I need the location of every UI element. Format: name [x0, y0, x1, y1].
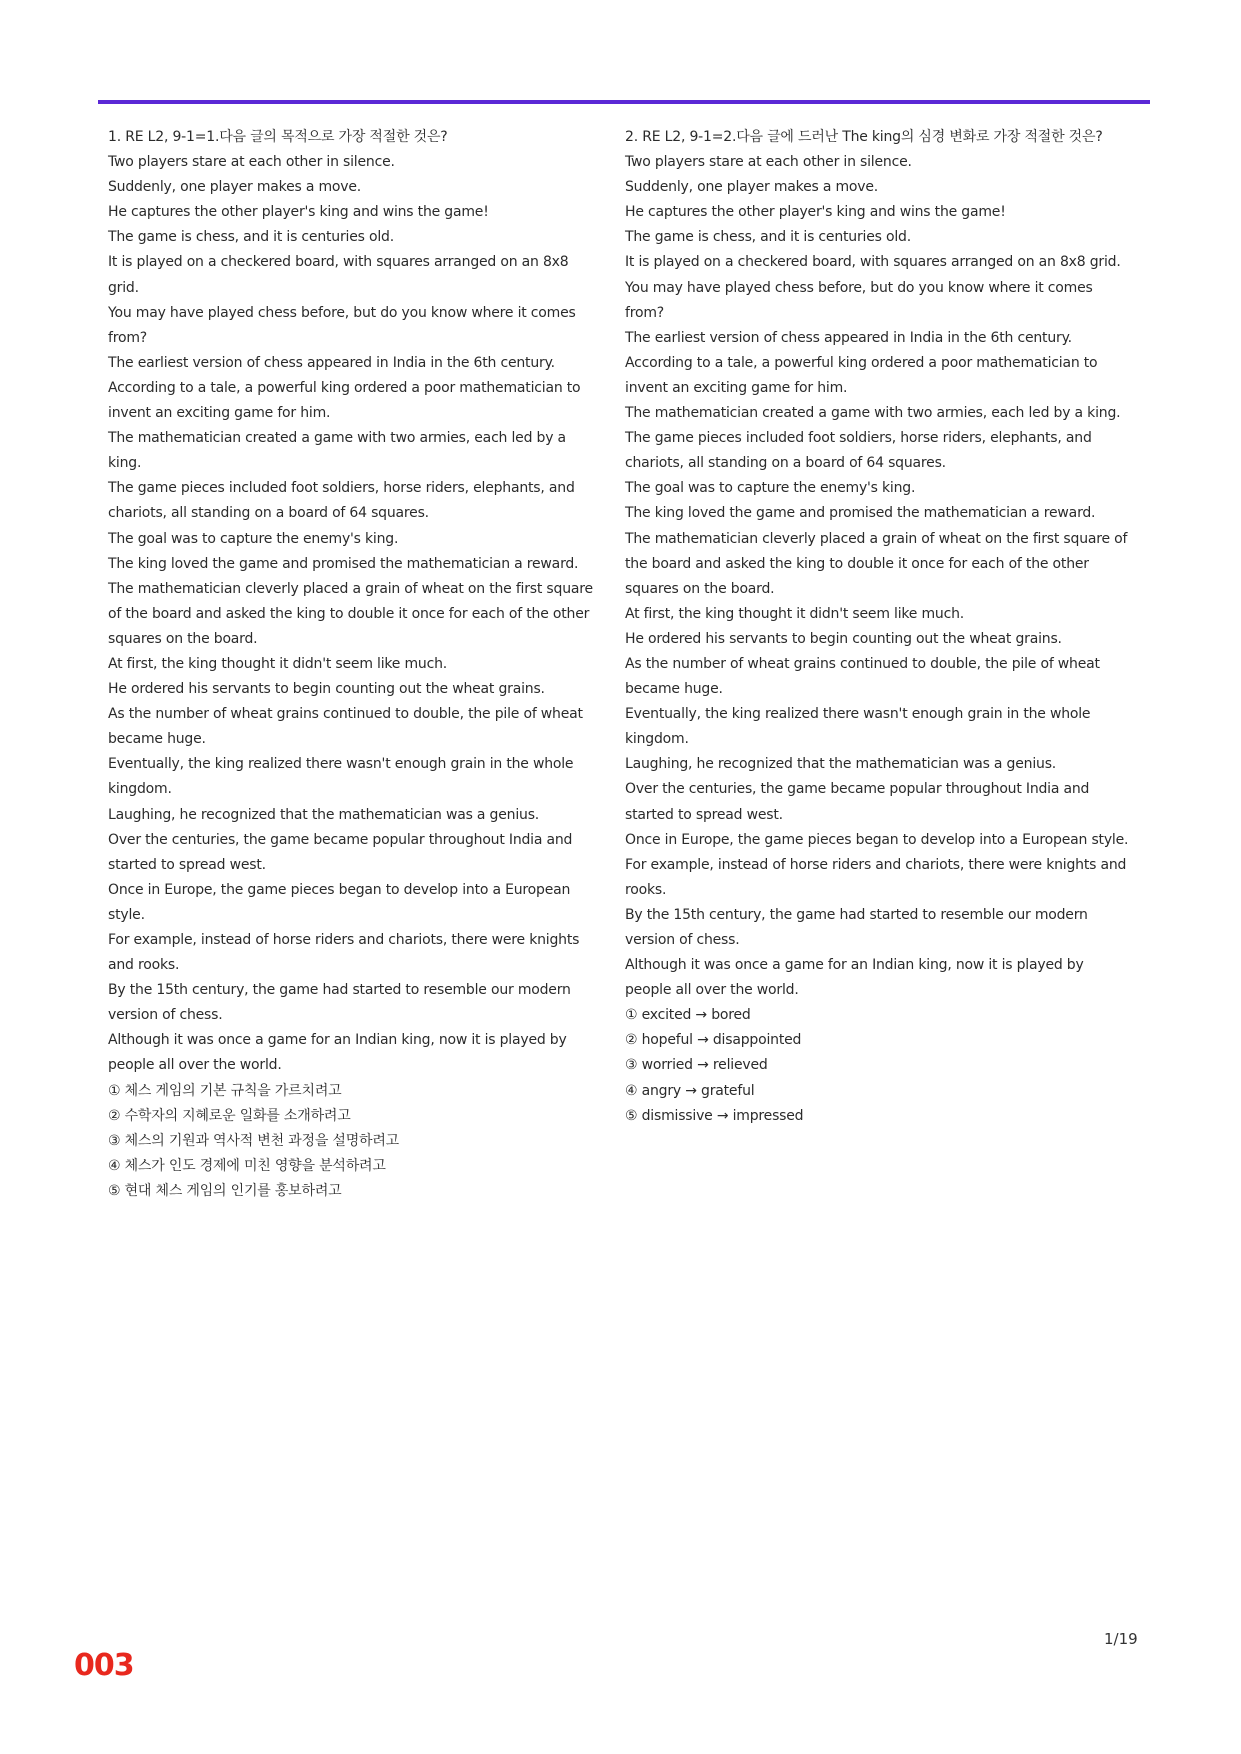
passage-line: According to a tale, a powerful king ordered a poor mathematician to invent an exciting game for him. [108, 379, 581, 422]
passage-line: At first, the king thought it didn't seem like much. [108, 655, 448, 672]
passage-line: As the number of wheat grains continued to double, the pile of wheat became huge. [108, 706, 583, 748]
passage-line: You may have played chess before, but do you know where it comes from? [108, 304, 576, 346]
passage-line: Suddenly, one player makes a move. [625, 179, 879, 196]
question-header: 2. RE L2, 9-1=2.다음 글에 드러난 The king의 심경 변화로 가장 적절한 것은? [625, 129, 1103, 145]
passage-line: The mathematician cleverly placed a grain of wheat on the first square of the board and asked the king to double it once for each of the other squares on the board. [625, 530, 1128, 597]
passage-line: For example, instead of horse riders and chariots, there were knights and rooks. [108, 932, 580, 974]
passage-line: The earliest version of chess appeared in India in the 6th century. [108, 354, 555, 371]
passage-line: Over the centuries, the game became popular throughout India and started to spread west. [625, 781, 1090, 823]
passage-line: At first, the king thought it didn't seem like much. [625, 605, 965, 622]
passage-line: Once in Europe, the game pieces began to develop into a European style. [108, 881, 571, 923]
passage-line: By the 15th century, the game had started to resemble our modern version of chess. [108, 982, 571, 1024]
passage-line: You may have played chess before, but do you know where it comes from? [625, 279, 1093, 321]
passage-line: Over the centuries, the game became popular throughout India and started to spread west. [108, 831, 573, 873]
answer-option: ④ angry → grateful [625, 1082, 755, 1099]
answer-option: ③ 체스의 기원과 역사적 변천 과정을 설명하려고 [108, 1132, 400, 1149]
passage-line: Once in Europe, the game pieces began to develop into a European style. [625, 831, 1129, 848]
passage-line: The game is chess, and it is centuries old. [108, 229, 394, 246]
passage-line: The mathematician created a game with two armies, each led by a king. [625, 405, 1121, 422]
answer-option: ③ worried → relieved [625, 1057, 768, 1074]
passage-line: The king loved the game and promised the mathematician a reward. [625, 505, 1096, 522]
question-2 [625, 125, 1130, 1129]
passage-line: Eventually, the king realized there wasn't enough grain in the whole kingdom. [625, 706, 1091, 748]
passage-line: Two players stare at each other in silence. [625, 154, 912, 171]
passage-line: He ordered his servants to begin counting out the wheat grains. [108, 681, 545, 698]
passage-line: The game is chess, and it is centuries old. [625, 229, 911, 246]
passage-line: Suddenly, one player makes a move. [108, 179, 362, 196]
passage-line: As the number of wheat grains continued to double, the pile of wheat became huge. [625, 655, 1100, 698]
question-header: 1. RE L2, 9-1=1.다음 글의 목적으로 가장 적절한 것은? [108, 129, 448, 145]
passage-line: According to a tale, a powerful king ordered a poor mathematician to invent an exciting game for him. [625, 354, 1098, 396]
answer-option: ① 체스 게임의 기본 규칙을 가르치려고 [108, 1082, 342, 1099]
passage-line: Eventually, the king realized there wasn't enough grain in the whole kingdom. [108, 756, 574, 798]
passage-line: He captures the other player's king and wins the game! [625, 204, 1006, 221]
passage-line: Although it was once a game for an Indian king, now it is played by people all over the world. [625, 957, 1084, 999]
passage-line: The mathematician cleverly placed a grain of wheat on the first square of the board and asked the king to double it once for each of the other squares on the board. [108, 580, 593, 647]
passage-line: The king loved the game and promised the mathematician a reward. [108, 555, 579, 572]
passage-line: Laughing, he recognized that the mathematician was a genius. [625, 756, 1057, 773]
passage-line: Although it was once a game for an Indian king, now it is played by people all over the world. [108, 1032, 567, 1074]
answer-option: ② 수학자의 지혜로운 일화를 소개하려고 [108, 1107, 351, 1124]
passage-line: The goal was to capture the enemy's king. [108, 530, 399, 547]
document-code: 003 [74, 1648, 134, 1683]
passage-line: He ordered his servants to begin counting out the wheat grains. [625, 630, 1062, 647]
question-1 [108, 125, 603, 1204]
page-number: 1/19 [1104, 1630, 1138, 1648]
passage-line: It is played on a checkered board, with squares arranged on an 8x8 grid. [108, 254, 569, 296]
passage-line: For example, instead of horse riders and chariots, there were knights and rooks. [625, 856, 1127, 898]
passage-line: The earliest version of chess appeared in India in the 6th century. [625, 329, 1072, 346]
answer-option: ① excited → bored [625, 1007, 751, 1024]
passage-line: The game pieces included foot soldiers, horse riders, elephants, and chariots, all standing on a board of 64 squares. [108, 480, 575, 522]
passage-line: The mathematician created a game with two armies, each led by a king. [108, 430, 566, 472]
passage-line: By the 15th century, the game had started to resemble our modern version of chess. [625, 906, 1088, 948]
answer-option: ④ 체스가 인도 경제에 미친 영향을 분석하려고 [108, 1157, 386, 1174]
answer-option: ② hopeful → disappointed [625, 1032, 802, 1049]
passage-line: It is played on a checkered board, with squares arranged on an 8x8 grid. [625, 254, 1121, 271]
passage-line: Two players stare at each other in silence. [108, 154, 395, 171]
passage-line: Laughing, he recognized that the mathematician was a genius. [108, 806, 540, 823]
answer-option: ⑤ dismissive → impressed [625, 1107, 804, 1124]
passage-line: He captures the other player's king and wins the game! [108, 204, 489, 221]
passage-line: The game pieces included foot soldiers, horse riders, elephants, and chariots, all standing on a board of 64 squares. [625, 430, 1092, 472]
header-rule [98, 100, 1150, 104]
passage-line: The goal was to capture the enemy's king. [625, 480, 916, 497]
answer-option: ⑤ 현대 체스 게임의 인기를 홍보하려고 [108, 1182, 342, 1199]
